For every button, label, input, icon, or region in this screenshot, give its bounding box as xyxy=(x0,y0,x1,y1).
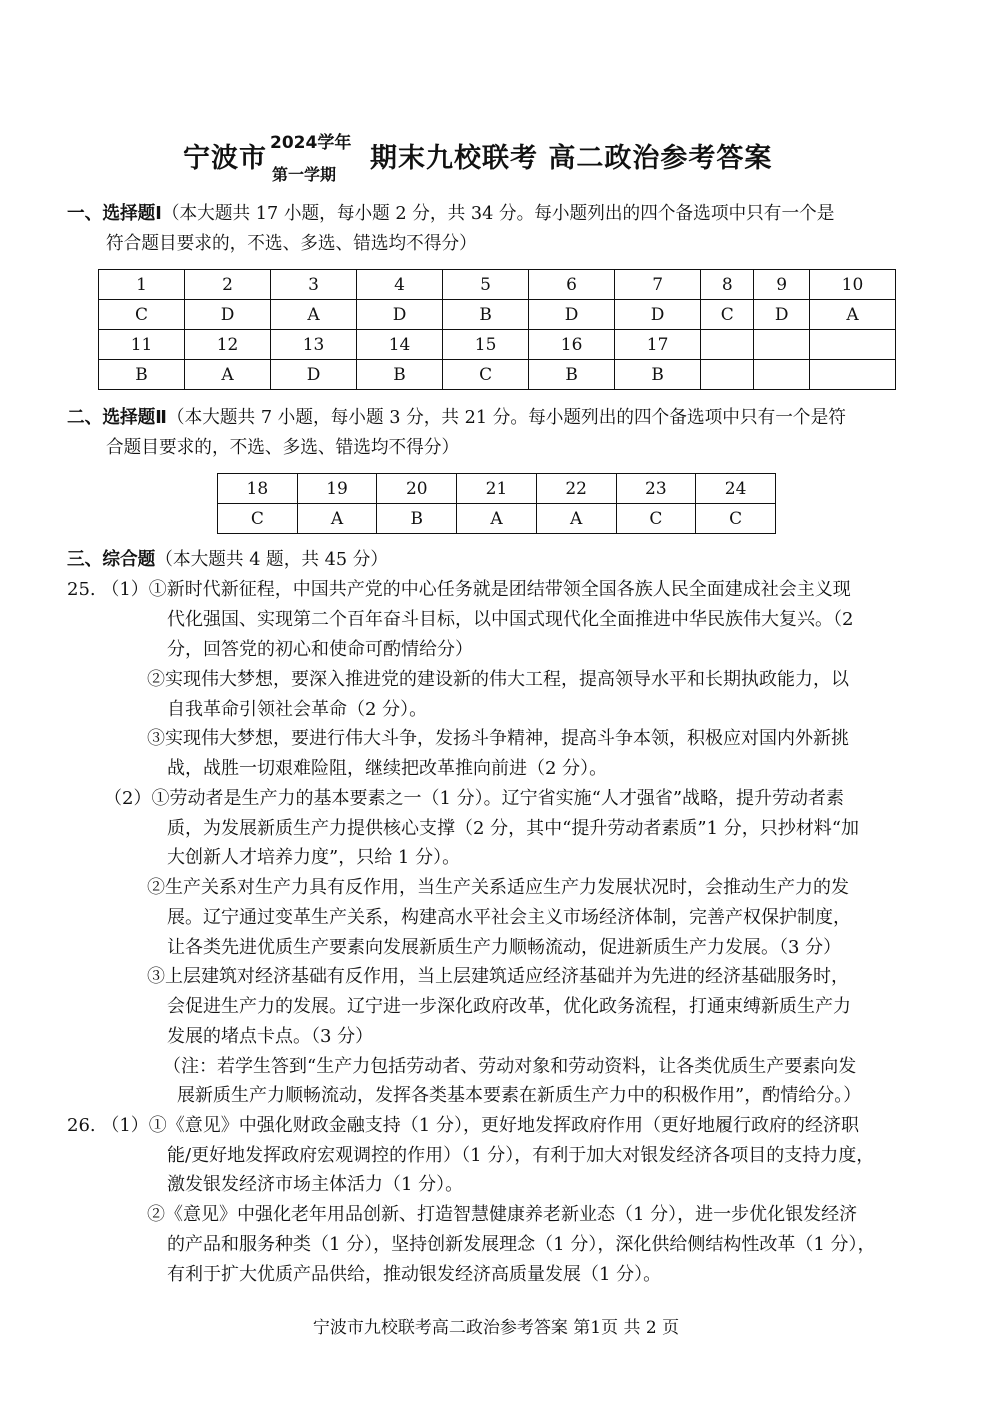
table-cell: B xyxy=(357,360,443,390)
answer-line: 能/更好地发挥政府宏观调控的作用）（1 分），有利于加大对银发经济各项目的支持力度， xyxy=(167,1145,875,1166)
table-cell: 21 xyxy=(457,474,537,504)
table-cell xyxy=(754,360,810,390)
table-row xyxy=(99,330,896,360)
table-cell: 20 xyxy=(377,474,457,504)
answer-line: ②《意见》中强化老年用品创新、打造智慧健康养老新业态（1 分），进一步优化银发经济 xyxy=(147,1204,858,1225)
table-cell xyxy=(701,330,754,360)
section3-intro xyxy=(67,545,930,575)
answer-line: 战，战胜一切艰难险阻，继续把改革推向前进（2 分）。 xyxy=(167,758,608,779)
section2-intro xyxy=(67,403,930,433)
table-cell: B xyxy=(99,360,185,390)
table-cell: D xyxy=(185,300,271,330)
table-cell: C xyxy=(99,300,185,330)
table-cell: C xyxy=(696,504,776,534)
answer-line: 自我革命引领社会革命（2 分）。 xyxy=(167,699,428,720)
table-cell: 23 xyxy=(616,474,696,504)
table-cell: 16 xyxy=(529,330,615,360)
table-cell: 10 xyxy=(809,270,895,300)
answer-line: 展。辽宁通过变革生产关系，构建高水平社会主义市场经济体制，完善产权保护制度， xyxy=(167,907,851,928)
title-term: 第一学期 xyxy=(272,165,337,184)
section2-desc-line2: 合题目要求的，不选、多选、错选均不得分） xyxy=(106,437,460,458)
section1-intro xyxy=(67,199,930,229)
answer-line: 展新质生产力顺畅流动，发挥各类基本要素在新质生产力中的积极作用”，酌情给分。） xyxy=(177,1085,862,1106)
table-row xyxy=(218,504,776,534)
answer-line: 代化强国、实现第二个百年奋斗目标，以中国式现代化全面推进中华民族伟大复兴。（2 xyxy=(167,609,854,630)
answer-line: ②实现伟大梦想，要深入推进党的建设新的伟大工程，提高领导水平和长期执政能力，以 xyxy=(147,669,849,690)
table-cell: C xyxy=(701,300,754,330)
table-cell: D xyxy=(271,360,357,390)
section2-answer-table xyxy=(217,473,776,534)
answer-line: 发展的堵点卡点。（3 分） xyxy=(167,1026,374,1047)
answer-line: 有利于扩大优质产品供给，推动银发经济高质量发展（1 分）。 xyxy=(167,1264,662,1285)
table-cell: 1 xyxy=(99,270,185,300)
answer-line: （注：若学生答到“生产力包括劳动者、劳动对象和劳动资料，让各类优质生产要素向发 xyxy=(163,1056,857,1077)
table-cell: C xyxy=(616,504,696,534)
table-cell xyxy=(809,330,895,360)
section3-desc: （本大题共 4 题，共 45 分） xyxy=(155,549,389,570)
table-cell: 15 xyxy=(443,330,529,360)
table-row xyxy=(99,360,896,390)
answer-line: 让各类先进优质生产要素向发展新质生产力顺畅流动，促进新质生产力发展。（3 分） xyxy=(167,937,842,958)
answer-line: ③上层建筑对经济基础有反作用，当上层建筑适应经济基础并为先进的经济基础服务时， xyxy=(147,966,849,987)
table-cell: 17 xyxy=(615,330,701,360)
table-cell: 7 xyxy=(615,270,701,300)
table-cell: A xyxy=(271,300,357,330)
table-cell xyxy=(754,330,810,360)
table-cell: C xyxy=(218,504,298,534)
answer-line: 26. （1）①《意见》中强化财政金融支持（1 分），更好地发挥政府作用（更好地履行政府的经济职 xyxy=(67,1115,859,1136)
table-row xyxy=(218,474,776,504)
table-cell xyxy=(809,360,895,390)
table-cell: 24 xyxy=(696,474,776,504)
table-cell: C xyxy=(443,360,529,390)
table-cell: 6 xyxy=(529,270,615,300)
answer-line: 25. （1）①新时代新征程，中国共产党的中心任务就是团结带领全国各族人民全面建成社会主义现 xyxy=(67,579,851,600)
section1-heading: 一、选择题Ⅰ xyxy=(67,203,162,224)
answer-line: 的产品和服务种类（1 分），坚持创新发展理念（1 分），深化供给侧结构性改革（1 分）， xyxy=(167,1234,876,1255)
table-cell: 4 xyxy=(357,270,443,300)
table-row xyxy=(99,300,896,330)
table-cell: D xyxy=(529,300,615,330)
section2-desc-line1: （本大题共 7 小题，每小题 3 分，共 21 分。每小题列出的四个备选项中只有一个是符 xyxy=(166,407,846,428)
table-cell: D xyxy=(754,300,810,330)
table-cell: 3 xyxy=(271,270,357,300)
table-cell: 13 xyxy=(271,330,357,360)
section2-heading: 二、选择题Ⅱ xyxy=(67,407,167,428)
table-cell: A xyxy=(457,504,537,534)
table-cell: 22 xyxy=(536,474,616,504)
table-cell: 19 xyxy=(297,474,377,504)
table-cell: 8 xyxy=(701,270,754,300)
table-cell: 2 xyxy=(185,270,271,300)
table-cell: B xyxy=(529,360,615,390)
table-cell: 18 xyxy=(218,474,298,504)
table-cell: A xyxy=(185,360,271,390)
table-cell: 14 xyxy=(357,330,443,360)
title-main: 期末九校联考 高二政治参考答案 xyxy=(370,143,773,174)
answer-line: ③实现伟大梦想，要进行伟大斗争，发扬斗争精神，提高斗争本领，积极应对国内外新挑 xyxy=(147,728,849,749)
section1-desc-line2: 符合题目要求的，不选、多选、错选均不得分） xyxy=(106,233,477,254)
table-cell: A xyxy=(297,504,377,534)
table-cell: 11 xyxy=(99,330,185,360)
table-cell: D xyxy=(615,300,701,330)
table-cell: B xyxy=(615,360,701,390)
table-cell: A xyxy=(536,504,616,534)
table-cell: A xyxy=(809,300,895,330)
answer-line: 激发银发经济市场主体活力（1 分）。 xyxy=(167,1174,464,1195)
table-cell: B xyxy=(377,504,457,534)
table-cell: 12 xyxy=(185,330,271,360)
section1-answer-table xyxy=(98,269,896,390)
answer-line: 质，为发展新质生产力提供核心支撑（2 分，其中“提升劳动者素质”1 分，只抄材料“加 xyxy=(167,818,859,839)
answer-line: （2）①劳动者是生产力的基本要素之一（1 分）。辽宁省实施“人才强省”战略，提升劳动者素 xyxy=(104,788,845,809)
title-city: 宁波市 xyxy=(183,143,267,174)
table-cell: 9 xyxy=(754,270,810,300)
page-footer: 宁波市九校联考高二政治参考答案 第1页 共 2 页 xyxy=(312,1318,680,1338)
table-cell xyxy=(701,360,754,390)
table-cell: D xyxy=(357,300,443,330)
title-year: 2024学年 xyxy=(270,133,352,153)
table-cell: B xyxy=(443,300,529,330)
table-cell: 5 xyxy=(443,270,529,300)
answer-line: 分，回答党的初心和使命可酌情给分） xyxy=(167,639,473,660)
answer-line: 会促进生产力的发展。辽宁进一步深化政府改革，优化政务流程，打通束缚新质生产力 xyxy=(167,996,851,1017)
section3-heading: 三、综合题 xyxy=(67,549,156,570)
table-row xyxy=(99,270,896,300)
answer-line: ②生产关系对生产力具有反作用，当生产关系适应生产力发展状况时，会推动生产力的发 xyxy=(147,877,849,898)
answer-line: 大创新人才培养力度”，只给 1 分）。 xyxy=(167,847,461,868)
section1-desc-line1: （本大题共 17 小题，每小题 2 分，共 34 分。每小题列出的四个备选项中只有一个是 xyxy=(161,203,835,224)
document-title xyxy=(0,128,992,192)
